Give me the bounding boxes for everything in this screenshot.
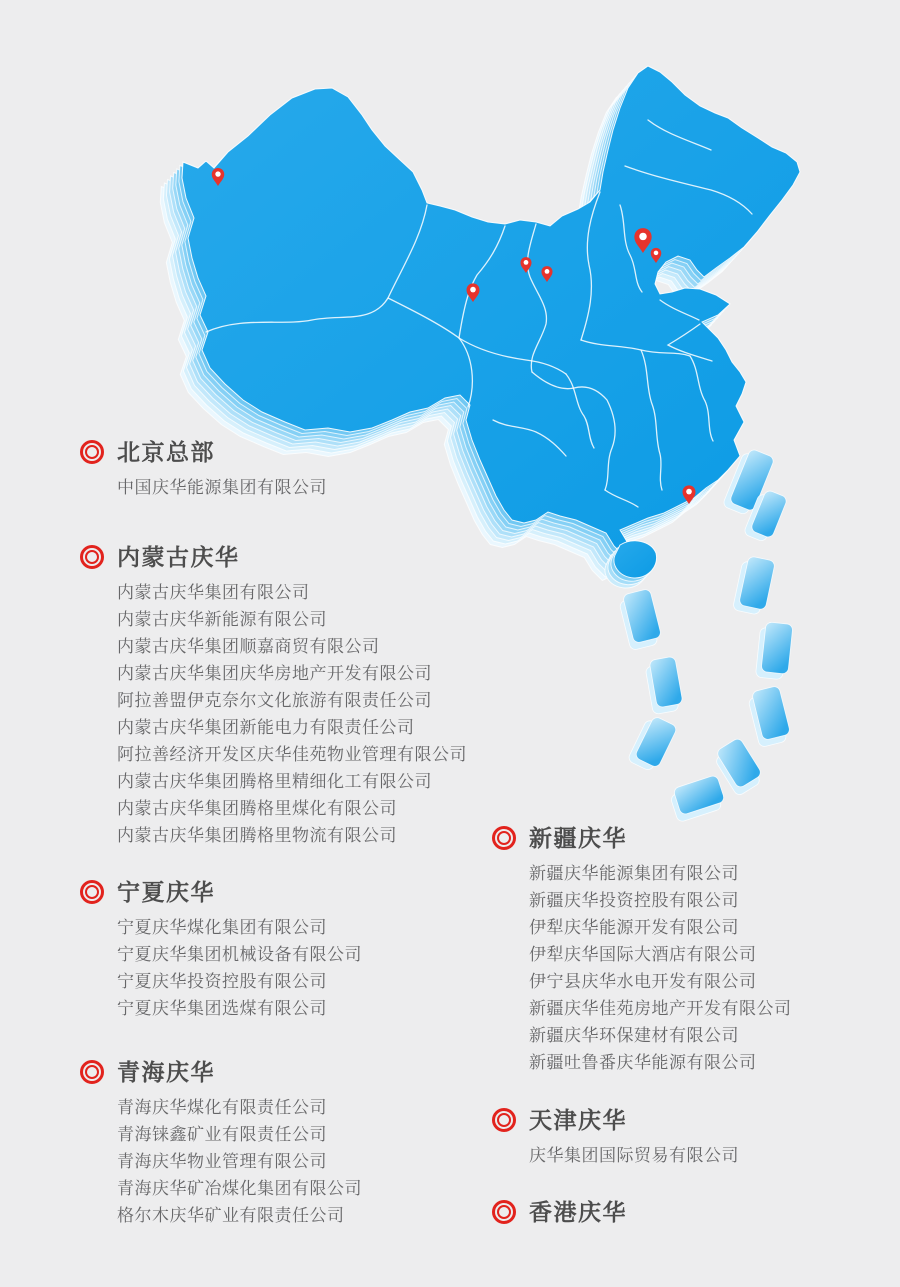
company-list	[80, 579, 510, 849]
section-ningxia	[80, 877, 510, 1022]
company-item: 内蒙古庆华新能源有限公司	[117, 610, 327, 629]
company-item: 宁夏庆华煤化集团有限公司	[117, 918, 327, 937]
company-item: 阿拉善经济开发区庆华佳苑物业管理有限公司	[117, 745, 467, 764]
company-item: 新疆庆华环保建材有限公司	[529, 1026, 739, 1045]
company-item: 新疆庆华能源集团有限公司	[529, 864, 739, 883]
company-list	[80, 914, 510, 1022]
company-item: 伊犁庆华国际大酒店有限公司	[529, 945, 757, 964]
section-title: 香港庆华	[529, 1199, 627, 1225]
company-item: 内蒙古庆华集团有限公司	[117, 583, 310, 602]
company-item: 新疆庆华投资控股有限公司	[529, 891, 739, 910]
company-item: 庆华集团国际贸易有限公司	[529, 1146, 739, 1165]
company-list	[492, 1142, 900, 1169]
company-item: 内蒙古庆华集团顺嘉商贸有限公司	[117, 637, 380, 656]
company-item: 青海庆华矿冶煤化集团有限公司	[117, 1179, 362, 1198]
company-item: 青海庆华煤化有限责任公司	[117, 1098, 327, 1117]
company-item: 内蒙古庆华集团腾格里物流有限公司	[117, 826, 397, 845]
company-item: 青海铼鑫矿业有限责任公司	[117, 1125, 327, 1144]
company-item: 宁夏庆华集团机械设备有限公司	[117, 945, 362, 964]
section-header	[492, 1197, 900, 1227]
bullseye-icon	[80, 880, 104, 904]
section-beijing	[80, 437, 510, 501]
company-item: 青海庆华物业管理有限公司	[117, 1152, 327, 1171]
company-item: 新疆吐鲁番庆华能源有限公司	[529, 1053, 757, 1072]
section-xinjiang	[492, 823, 900, 1076]
company-item: 格尔木庆华矿业有限责任公司	[117, 1206, 345, 1225]
section-qinghai	[80, 1057, 510, 1229]
company-item: 伊犁庆华能源开发有限公司	[529, 918, 739, 937]
section-title: 北京总部	[117, 439, 215, 465]
section-title: 内蒙古庆华	[117, 544, 240, 570]
bullseye-icon	[492, 1108, 516, 1132]
company-item: 伊宁县庆华水电开发有限公司	[529, 972, 757, 991]
bullseye-icon	[80, 1060, 104, 1084]
section-title: 新疆庆华	[529, 825, 627, 851]
section-neimenggu	[80, 542, 510, 849]
section-header	[80, 1057, 510, 1087]
section-xianggang	[492, 1197, 900, 1227]
company-item: 内蒙古庆华集团庆华房地产开发有限公司	[117, 664, 432, 683]
company-item: 宁夏庆华集团选煤有限公司	[117, 999, 327, 1018]
company-item: 阿拉善盟伊克奈尔文化旅游有限责任公司	[117, 691, 432, 710]
company-item: 中国庆华能源集团有限公司	[117, 478, 327, 497]
section-header	[80, 437, 510, 467]
company-item: 内蒙古庆华集团新能电力有限责任公司	[117, 718, 415, 737]
company-item: 内蒙古庆华集团腾格里精细化工有限公司	[117, 772, 432, 791]
section-header	[80, 877, 510, 907]
company-item: 新疆庆华佳苑房地产开发有限公司	[529, 999, 792, 1018]
company-list	[80, 474, 510, 501]
bullseye-icon	[80, 440, 104, 464]
company-list	[492, 860, 900, 1076]
section-header	[492, 1105, 900, 1135]
section-tianjin	[492, 1105, 900, 1169]
section-title: 天津庆华	[529, 1107, 627, 1133]
section-header	[492, 823, 900, 853]
company-item: 宁夏庆华投资控股有限公司	[117, 972, 327, 991]
company-list	[80, 1094, 510, 1229]
company-item: 内蒙古庆华集团腾格里煤化有限公司	[117, 799, 397, 818]
bullseye-icon	[492, 826, 516, 850]
bullseye-icon	[492, 1200, 516, 1224]
bullseye-icon	[80, 545, 104, 569]
section-header	[80, 542, 510, 572]
section-title: 宁夏庆华	[117, 879, 215, 905]
section-title: 青海庆华	[117, 1059, 215, 1085]
